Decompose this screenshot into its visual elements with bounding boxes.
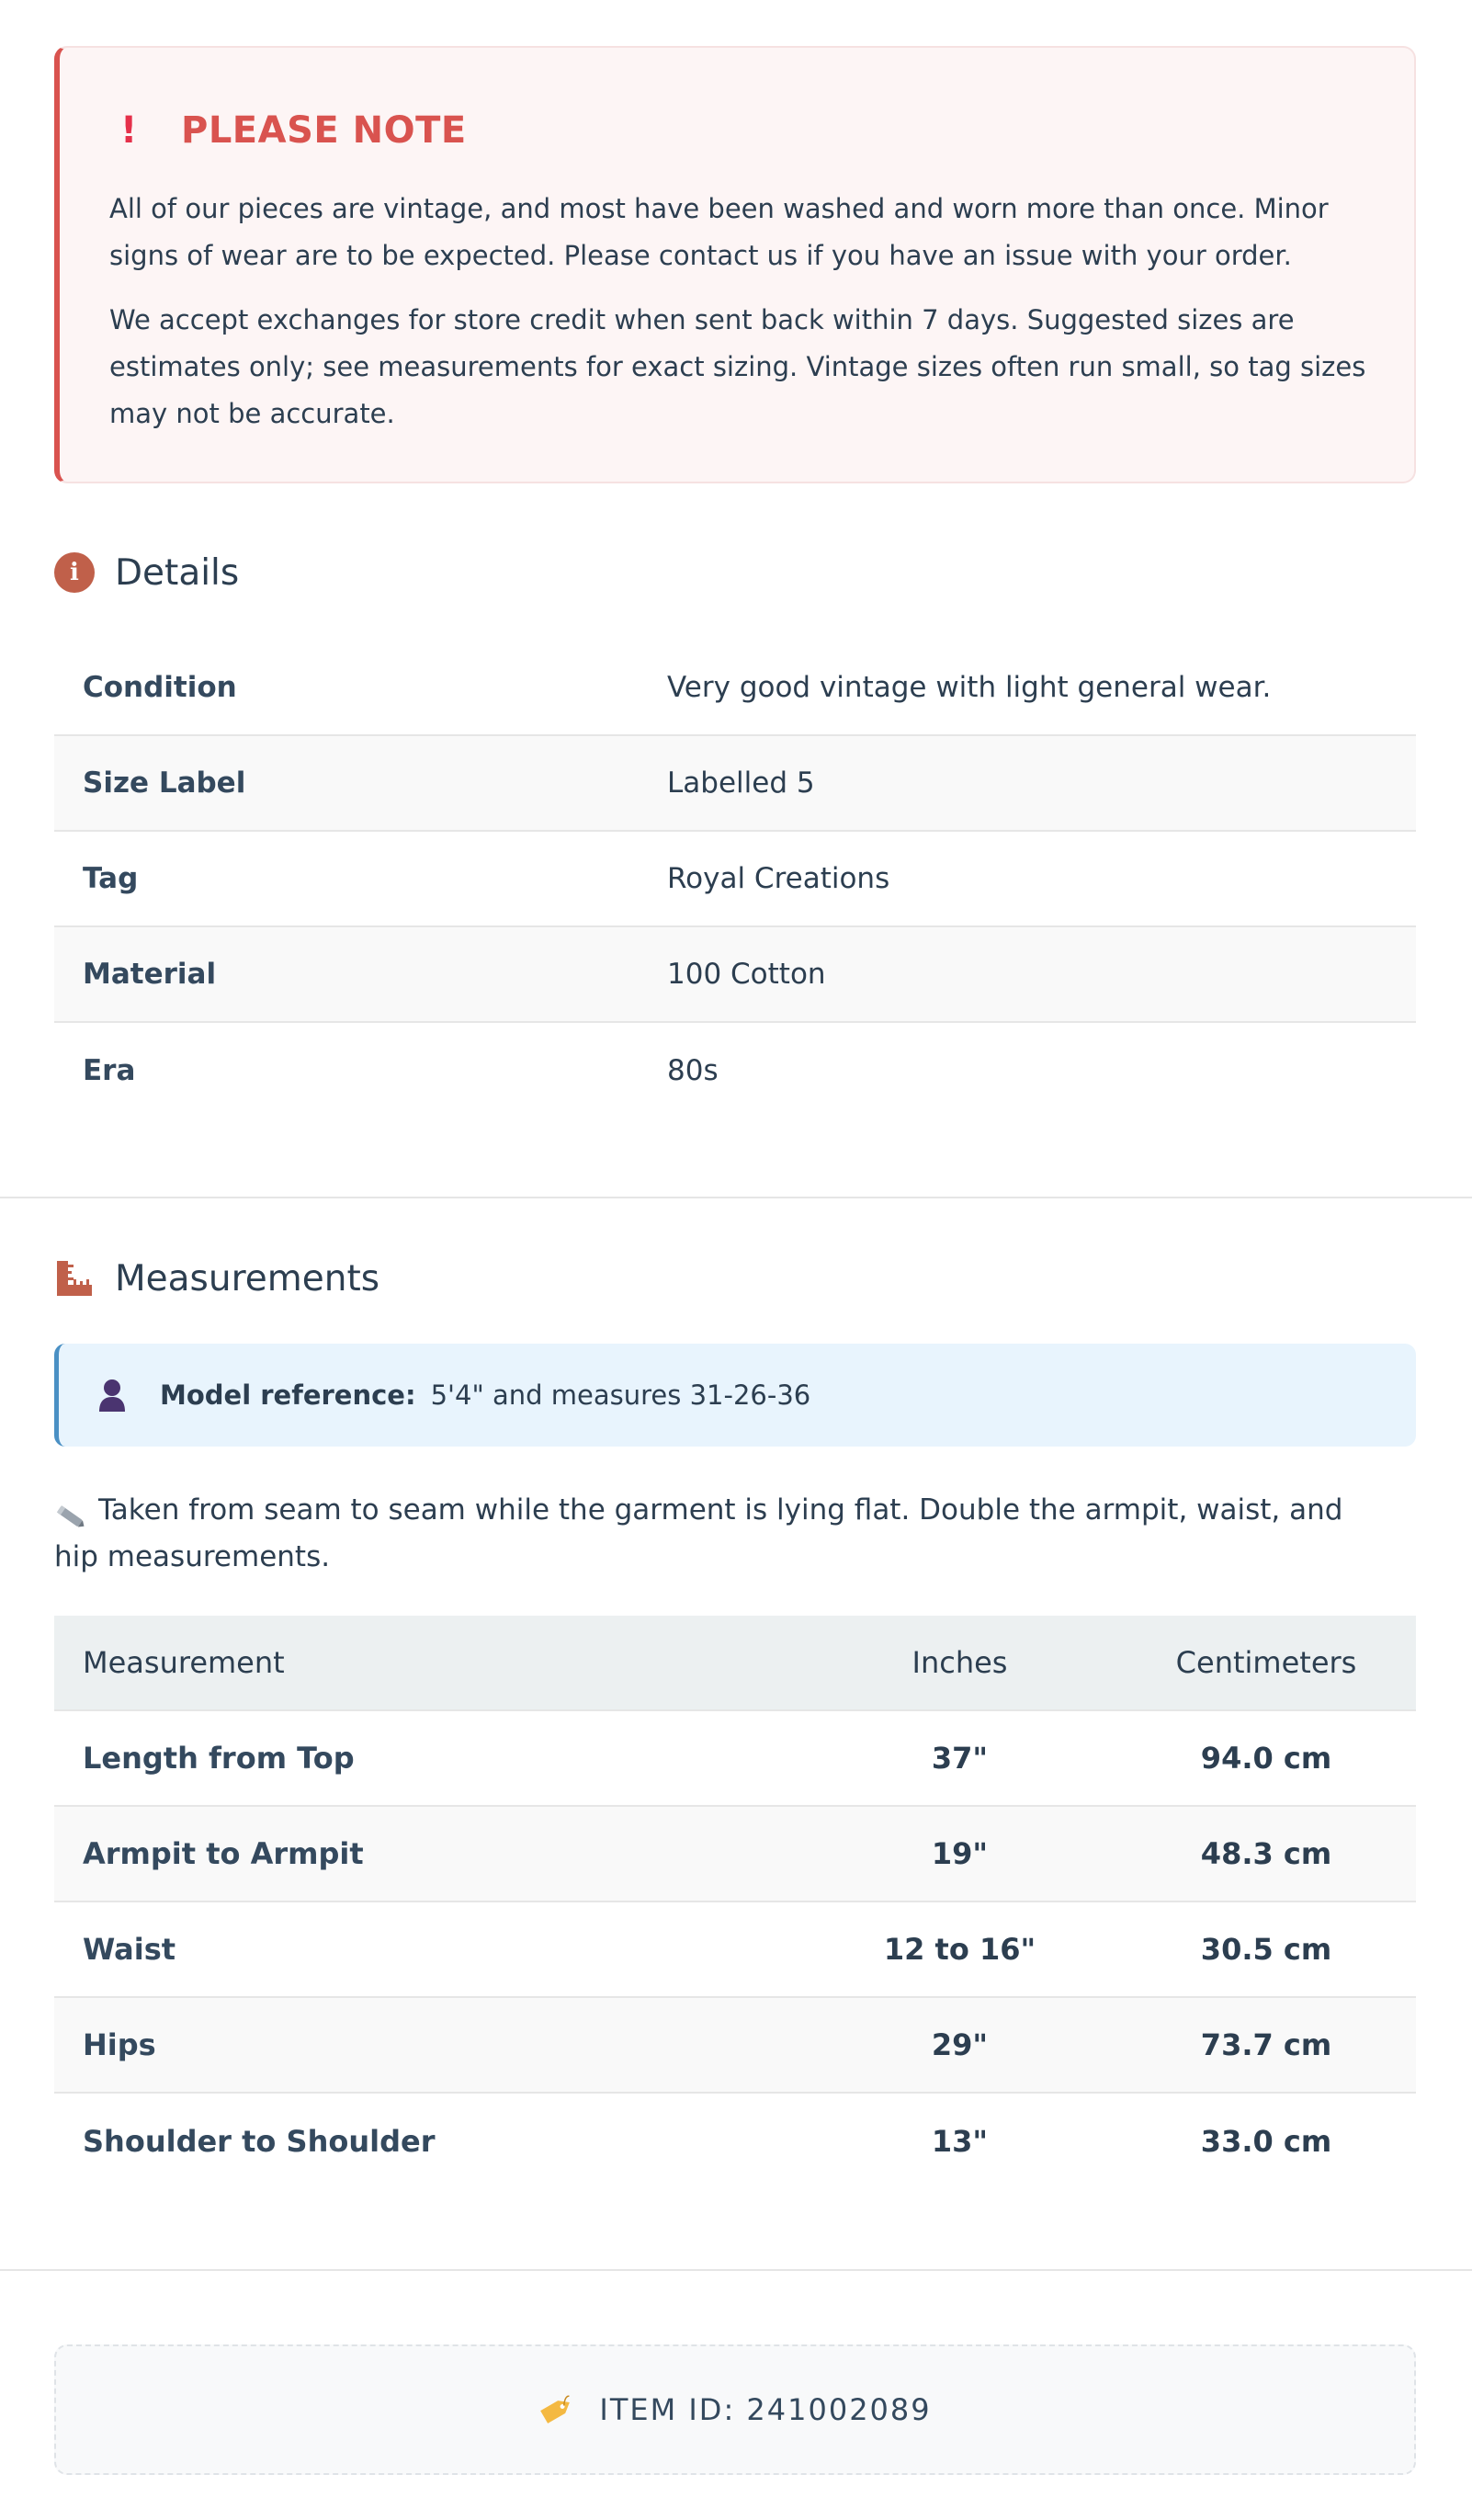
header-inches: Inches <box>912 1645 1008 1680</box>
details-title: Details <box>115 551 240 594</box>
item-id-box <box>54 2344 1416 2475</box>
measurement-name: Armpit to Armpit <box>83 1836 364 1871</box>
measurements-heading <box>54 1255 379 1301</box>
item-id-text: ITEM ID: 241002089 <box>599 2392 932 2427</box>
details-key: Material <box>83 958 217 991</box>
header-measurement: Measurement <box>83 1645 285 1680</box>
measurement-note-text: Taken from seam to seam while the garment is lying flat. Double the armpit, waist, and hip measurements. <box>54 1493 1343 1573</box>
exclamation-icon: ! <box>120 109 138 152</box>
measurement-inches: 12 to 16" <box>883 1932 1036 1967</box>
table-row <box>54 1807 1416 1902</box>
details-value: Very good vintage with light general wear. <box>667 671 1272 704</box>
measurements-table <box>54 1616 1416 2189</box>
details-value: Labelled 5 <box>667 766 815 800</box>
tag-icon <box>538 2393 575 2426</box>
measurements-title: Measurements <box>115 1257 380 1300</box>
measurement-note <box>54 1487 1368 1581</box>
measurement-inches: 19" <box>931 1836 989 1871</box>
measurement-inches: 37" <box>931 1741 989 1776</box>
measurements-header-row <box>54 1616 1416 1711</box>
measurement-cm: 73.7 cm <box>1200 2027 1332 2062</box>
details-heading <box>54 550 239 596</box>
please-note-box <box>54 46 1416 483</box>
please-note-header <box>109 101 1364 160</box>
ruler-icon <box>54 1258 95 1299</box>
measurement-name: Shoulder to Shoulder <box>83 2124 436 2159</box>
measurement-cm: 30.5 cm <box>1200 1932 1332 1967</box>
details-value: 100 Cotton <box>667 958 826 991</box>
table-row <box>54 1998 1416 2094</box>
measurement-cm: 48.3 cm <box>1200 1836 1332 1871</box>
model-reference-value: 5'4" and measures 31-26-36 <box>430 1379 811 1411</box>
header-centimeters: Centimeters <box>1175 1645 1357 1680</box>
details-value: 80s <box>667 1054 719 1087</box>
details-key: Tag <box>83 862 139 895</box>
model-reference-label: Model reference: <box>160 1379 416 1411</box>
please-note-paragraph-1: All of our pieces are vintage, and most have been washed and worn more than once. Minor signs of wear are to be expected. Please contact us if you have an issue with your order. <box>109 193 1329 271</box>
pencil-icon <box>54 1498 87 1526</box>
measurement-name: Hips <box>83 2027 156 2062</box>
measurement-inches: 29" <box>931 2027 989 2062</box>
info-icon: i <box>54 552 95 593</box>
details-key: Condition <box>83 671 237 704</box>
measurement-name: Length from Top <box>83 1741 355 1776</box>
section-divider <box>0 1197 1472 1198</box>
measurement-cm: 94.0 cm <box>1200 1741 1332 1776</box>
details-row-material <box>54 927 1416 1023</box>
details-key: Size Label <box>83 766 246 800</box>
details-value: Royal Creations <box>667 862 890 895</box>
please-note-paragraph-2: We accept exchanges for store credit when sent back within 7 days. Suggested sizes are estimates only; see measurements for exact sizing. Vintage sizes often run small, so tag sizes may not be accurate. <box>109 304 1366 429</box>
details-key: Era <box>83 1054 136 1087</box>
details-row-tag <box>54 832 1416 927</box>
details-table <box>54 641 1416 1118</box>
table-row <box>54 1902 1416 1998</box>
measurement-name: Waist <box>83 1932 176 1967</box>
table-row <box>54 1711 1416 1807</box>
details-row-size-label <box>54 736 1416 832</box>
section-divider <box>0 2269 1472 2271</box>
please-note-title: PLEASE NOTE <box>181 109 467 152</box>
model-reference-box <box>54 1344 1416 1447</box>
measurement-cm: 33.0 cm <box>1200 2124 1332 2159</box>
details-row-condition <box>54 641 1416 736</box>
details-row-era <box>54 1023 1416 1118</box>
measurement-inches: 13" <box>931 2124 989 2159</box>
person-icon <box>94 1377 130 1413</box>
table-row <box>54 2094 1416 2189</box>
